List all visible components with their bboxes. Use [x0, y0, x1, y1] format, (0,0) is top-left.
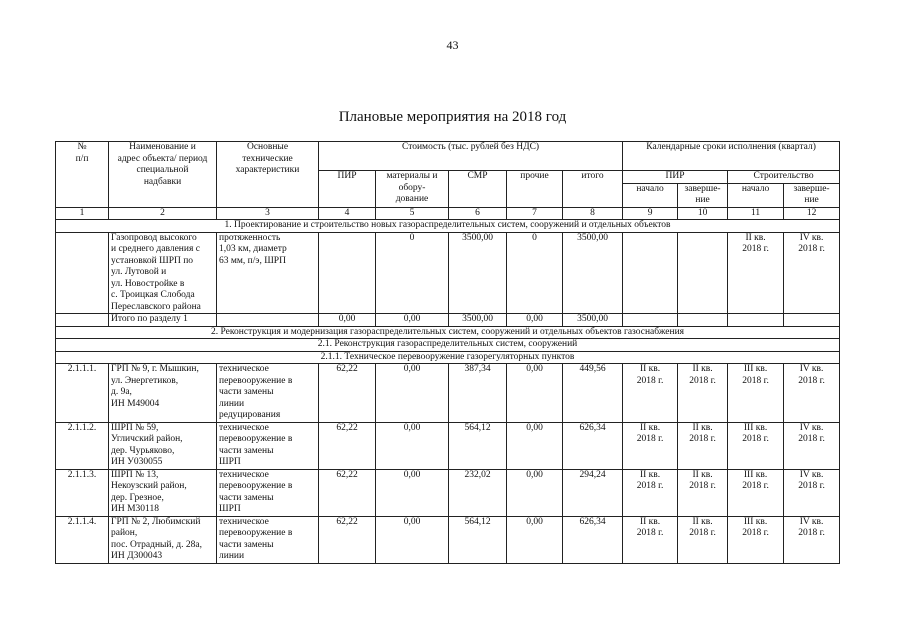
object-characteristics: техническое перевооружение в части замены ШРП [217, 422, 319, 469]
pir-start: II кв. 2018 г. [623, 469, 678, 516]
header-pir: ПИР [319, 171, 376, 208]
cost-smr: 3500,00 [449, 232, 507, 314]
cost-materials: 0,00 [376, 364, 449, 423]
col-number: 7 [507, 207, 563, 220]
section-heading-row [56, 220, 840, 233]
row-num: 2.1.1.3. [56, 469, 109, 516]
row-num: 2.1.1.4. [56, 516, 109, 563]
build-end: IV кв. 2018 г. [784, 364, 840, 423]
table-row [56, 364, 840, 423]
object-characteristics: техническое перевооружение в части замены линии редуцирования [217, 364, 319, 423]
cost-materials: 0,00 [376, 422, 449, 469]
build-end: IV кв. 2018 г. [784, 516, 840, 563]
col-number: 9 [623, 207, 678, 220]
col-number: 11 [728, 207, 784, 220]
cost-materials: 0,00 [376, 516, 449, 563]
pir-end [678, 232, 728, 314]
subsection-2-1-title: 2.1. Реконструкция газораспределительных систем, сооружений [56, 339, 840, 352]
table-row [56, 469, 840, 516]
header-schedule-group: Календарные сроки исполнения (квартал) [623, 142, 840, 171]
subsection-heading-row [56, 339, 840, 352]
cost-smr: 564,12 [449, 422, 507, 469]
col-number: 12 [784, 207, 840, 220]
col-number: 4 [319, 207, 376, 220]
header-smr: СМР [449, 171, 507, 208]
build-end: IV кв. 2018 г. [784, 469, 840, 516]
pir-start [623, 232, 678, 314]
header-characteristics: Основные технические характеристики [217, 142, 319, 208]
cost-total: 626,34 [563, 516, 623, 563]
object-characteristics: протяженность 1,03 км, диаметр 63 мм, п/э, ШРП [217, 232, 319, 314]
cost-total: 3500,00 [563, 232, 623, 314]
subtotal-empty [728, 314, 784, 327]
col-number: 6 [449, 207, 507, 220]
cost-pir: 62,22 [319, 469, 376, 516]
subtotal-empty [623, 314, 678, 327]
subtotal-empty [678, 314, 728, 327]
col-number: 2 [109, 207, 217, 220]
pir-end: II кв. 2018 г. [678, 469, 728, 516]
cost-other: 0,00 [507, 422, 563, 469]
header-build-start: начало [728, 183, 784, 207]
cost-other: 0,00 [507, 469, 563, 516]
subtotal-num [56, 314, 109, 327]
subtotal-pir: 0,00 [319, 314, 376, 327]
cost-pir [319, 232, 376, 314]
object-name: ГРП № 9, г. Мышкин, ул. Энергетиков, д. 9а, ИН М49004 [109, 364, 217, 423]
col-number: 10 [678, 207, 728, 220]
header-materials: материалы и обору- дование [376, 171, 449, 208]
header-name: Наименование и адрес объекта/ период специальной надбавки [109, 142, 217, 208]
header-num: № п/п [56, 142, 109, 208]
header-pir-start: начало [623, 183, 678, 207]
cost-smr: 564,12 [449, 516, 507, 563]
subtotal-total: 3500,00 [563, 314, 623, 327]
object-name: ШРП № 59, Угличский район, дер. Чурьяково, ИН У030055 [109, 422, 217, 469]
cost-other: 0,00 [507, 516, 563, 563]
object-name: ГРП № 2, Любимский район, пос. Отрадный, д. 28а, ИН Д300043 [109, 516, 217, 563]
subtotal-materials: 0,00 [376, 314, 449, 327]
build-end: IV кв. 2018 г. [784, 422, 840, 469]
cost-materials: 0 [376, 232, 449, 314]
object-name: ШРП № 13, Некоузский район, дер. Грезное, ИН М30118 [109, 469, 217, 516]
table-row [56, 422, 840, 469]
col-number: 3 [217, 207, 319, 220]
subtotal-row [56, 314, 840, 327]
cost-total: 294,24 [563, 469, 623, 516]
section-2-title: 2. Реконструкция и модернизация газораспределительных систем, сооружений и отдельных объектов газоснабжения [56, 326, 840, 339]
build-end: IV кв. 2018 г. [784, 232, 840, 314]
pir-start: II кв. 2018 г. [623, 364, 678, 423]
build-start: III кв. 2018 г. [728, 516, 784, 563]
subtotal-char [217, 314, 319, 327]
object-characteristics: техническое перевооружение в части замены ШРП [217, 469, 319, 516]
cost-total: 449,56 [563, 364, 623, 423]
cost-materials: 0,00 [376, 469, 449, 516]
row-num: 2.1.1.2. [56, 422, 109, 469]
object-name: Газопровод высокого и среднего давления с установкой ШРП по ул. Лутовой и ул. Новостройке в с. Троицкая Слобода Переславского района [109, 232, 217, 314]
cost-pir: 62,22 [319, 422, 376, 469]
subtotal-smr: 3500,00 [449, 314, 507, 327]
row-num: 2.1.1.1. [56, 364, 109, 423]
cost-smr: 232,02 [449, 469, 507, 516]
col-number: 5 [376, 207, 449, 220]
header-schedule-pir: ПИР [623, 171, 728, 184]
subtotal-other: 0,00 [507, 314, 563, 327]
table-row [56, 516, 840, 563]
header-pir-end: заверше- ние [678, 183, 728, 207]
cost-other: 0,00 [507, 364, 563, 423]
cost-pir: 62,22 [319, 364, 376, 423]
cost-total: 626,34 [563, 422, 623, 469]
build-start: III кв. 2018 г. [728, 422, 784, 469]
build-start: III кв. 2018 г. [728, 364, 784, 423]
col-number: 1 [56, 207, 109, 220]
header-build-end: заверше- ние [784, 183, 840, 207]
header-total: итого [563, 171, 623, 208]
column-number-row [56, 207, 840, 220]
header-cost-group: Стоимость (тыс. рублей без НДС) [319, 142, 623, 171]
pir-end: II кв. 2018 г. [678, 422, 728, 469]
subtotal-label: Итого по разделу 1 [109, 314, 217, 327]
pir-end: II кв. 2018 г. [678, 364, 728, 423]
subsection-heading-row [56, 351, 840, 364]
page-number: 43 [446, 38, 459, 52]
col-number: 8 [563, 207, 623, 220]
section-1-title: 1. Проектирование и строительство новых газораспределительных систем, сооружений и отдельных объектов [56, 220, 840, 233]
header-schedule-build: Строительство [728, 171, 840, 184]
row-num [56, 232, 109, 314]
header-other: прочие [507, 171, 563, 208]
document-title: Плановые мероприятия на 2018 год [338, 109, 567, 125]
cost-smr: 387,34 [449, 364, 507, 423]
cost-pir: 62,22 [319, 516, 376, 563]
build-start: III кв. 2018 г. [728, 469, 784, 516]
build-start: II кв. 2018 г. [728, 232, 784, 314]
object-characteristics: техническое перевооружение в части замены линии [217, 516, 319, 563]
subtotal-empty [784, 314, 840, 327]
pir-end: II кв. 2018 г. [678, 516, 728, 563]
pir-start: II кв. 2018 г. [623, 422, 678, 469]
cost-other: 0 [507, 232, 563, 314]
subsection-2-1-1-title: 2.1.1. Техническое перевооружение газорегуляторных пунктов [56, 351, 840, 364]
pir-start: II кв. 2018 г. [623, 516, 678, 563]
section-heading-row [56, 326, 840, 339]
table-row [56, 232, 840, 314]
plan-table [55, 141, 840, 564]
